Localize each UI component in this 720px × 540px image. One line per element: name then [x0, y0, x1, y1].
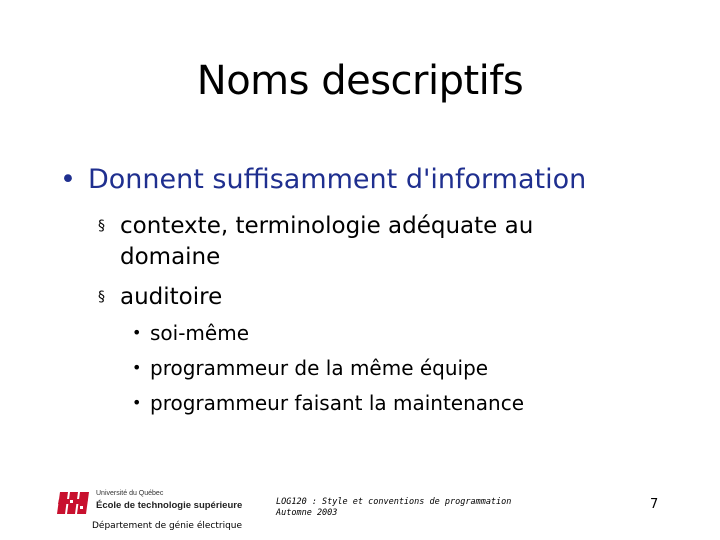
university-label: Université du Québec — [96, 490, 164, 497]
ets-logo-icon — [56, 490, 90, 516]
level2-text-line: domaine — [120, 244, 221, 270]
level3-bullet: • — [132, 393, 142, 412]
level3-bullet: • — [132, 358, 142, 377]
course-info — [276, 497, 511, 519]
level2-bullet: § — [98, 218, 105, 234]
department-label: Département de génie électrique — [92, 521, 243, 531]
level3-text: programmeur faisant la maintenance — [150, 391, 525, 415]
school-name: École de technologie supérieure — [96, 500, 243, 511]
level2-bullet: § — [98, 289, 105, 305]
level1-bullet: • — [60, 164, 76, 195]
page-number: 7 — [650, 497, 659, 512]
course-title: LOG120 : Style et conventions de programmation — [276, 497, 512, 507]
slide-title: Noms descriptifs — [196, 58, 524, 104]
level2-text-line: auditoire — [120, 284, 223, 310]
level3-text: soi-même — [150, 321, 250, 345]
level3-text: programmeur de la même équipe — [150, 356, 489, 380]
level2-text-line: contexte, terminologie adéquate au — [120, 213, 534, 239]
course-term: Automne 2003 — [276, 508, 338, 518]
level3-bullet: • — [132, 323, 142, 342]
level1-text: Donnent suffisamment d'information — [88, 164, 587, 195]
